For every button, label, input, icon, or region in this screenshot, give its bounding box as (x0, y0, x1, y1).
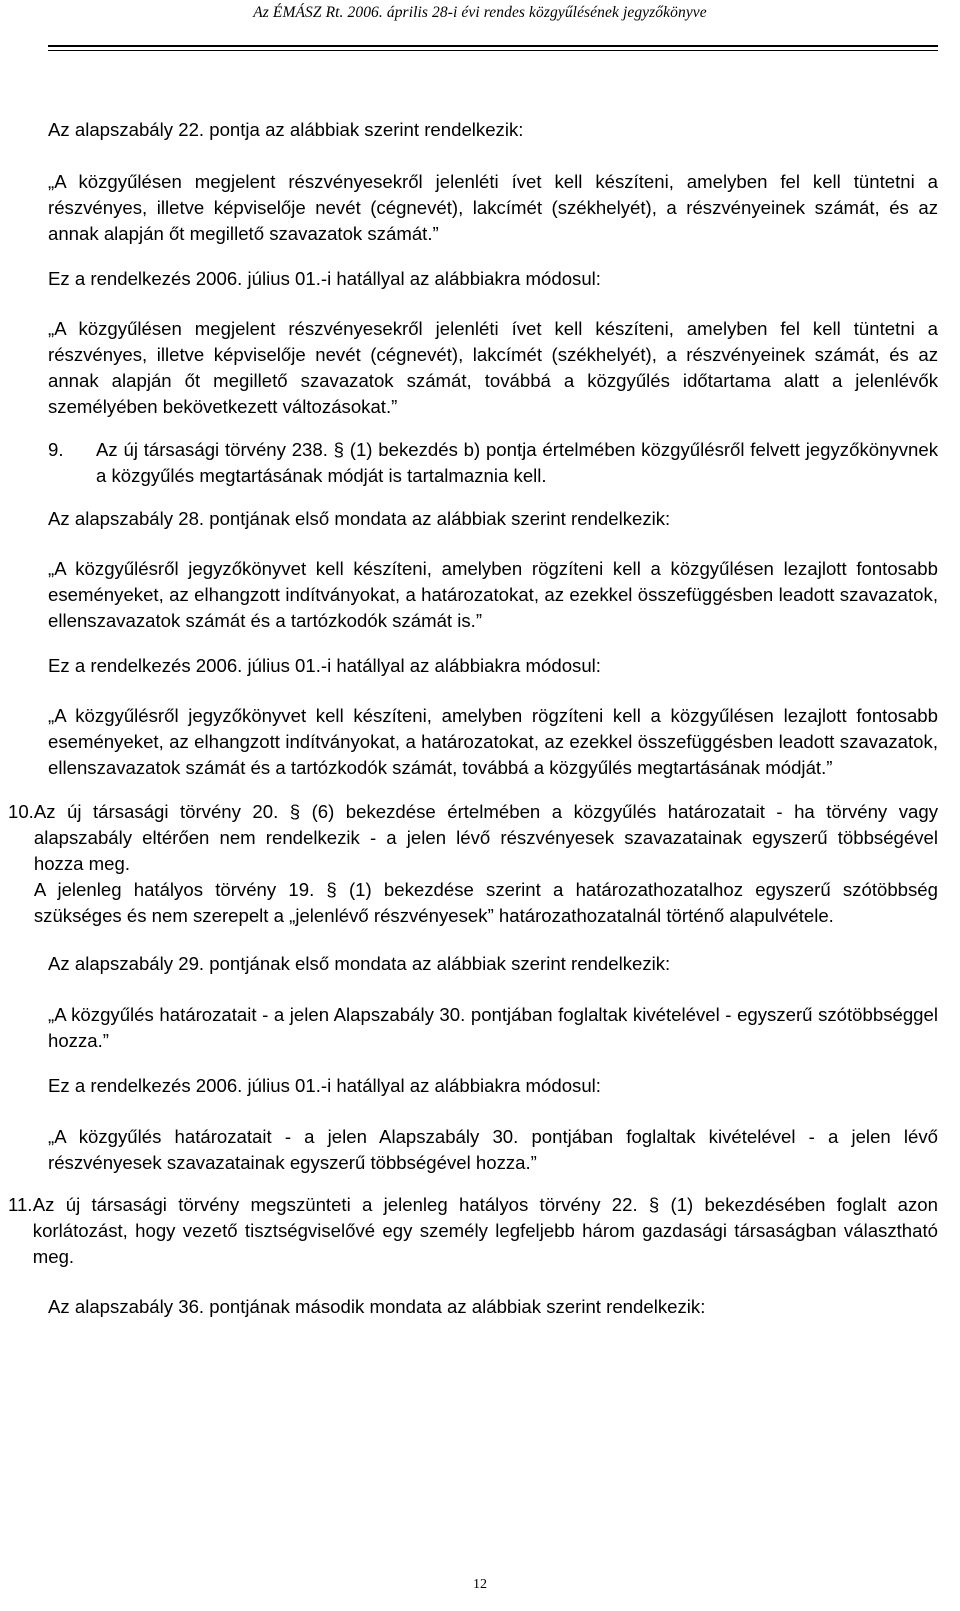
paragraph-alapszabaly-22: Az alapszabály 22. pontja az alábbiak szerint rendelkezik: (48, 119, 524, 140)
paragraph-amendment-3: Ez a rendelkezés 2006. július 01.-i hatállyal az alábbiakra módosul: (48, 1075, 601, 1096)
paragraph-alapszabaly-28: Az alapszabály 28. pontjának első mondata az alábbiak szerint rendelkezik: (48, 508, 671, 529)
quote-original-28: „A közgyűlésről jegyzőkönyvet kell készíteni, amelyben rögzíteni kell a közgyűlésen lezajlott fontosabb eseményeket, az elhangzott indítványokat, a határozatokat, az ezekkel összefüggésben leadott szavazatok, ellenszavazatok számát és a tartózkodók számát is.” (48, 558, 938, 631)
paragraph-amendment-1: Ez a rendelkezés 2006. július 01.-i hatállyal az alábbiakra módosul: (48, 268, 601, 289)
quote-amended-28: „A közgyűlésről jegyzőkönyvet kell készíteni, amelyben rögzíteni kell a közgyűlésen lezajlott fontosabb eseményeket, az elhangzott indítványokat, a határozatokat, az ezekkel összefüggésben leadott szavazatok, ellenszavazatok számát és a tartózkodók számát, továbbá a közgyűlés megtartásának módját.” (48, 705, 938, 778)
header-rule-thin (48, 50, 938, 51)
list-item-text-2: A jelenleg hatályos törvény 19. § (1) bekezdése szerint a határozathozatalhoz egyszerű szótöbbség szükséges és nem szerepelt a „jelenlévő részvényesek” határozathozatalnál történő alapulvétele. (33, 879, 938, 926)
quote-amended-22: „A közgyűlésen megjelent részvényesekről jelenléti ívet kell készíteni, amelyben fel kell tüntetni a részvényes, illetve képviselője nevét (cégnevét), lakcímét (székhelyét), a részvényeinek számát, és az annak alapján őt megillető szavazatok számát, továbbá a közgyűlés időtartama alatt a jelenlévők személyében bekövetkezett változásokat.” (48, 318, 938, 417)
document-header: Az ÉMÁSZ Rt. 2006. április 28-i évi rendes közgyűlésének jegyzőkönyve (253, 4, 707, 21)
list-item-number: 10. (8, 801, 34, 822)
quote-original-22: „A közgyűlésen megjelent részvényesekről jelenléti ívet kell készíteni, amelyben fel kell tüntetni a részvényes, illetve képviselője nevét (cégnevét), lakcímét (székhelyét), a részvényeinek számát, és az annak alapján őt megillető szavazatok számát.” (48, 171, 938, 244)
list-item-9 (48, 437, 938, 489)
page-number: 12 (473, 1577, 487, 1592)
list-item-number: 11. (8, 1194, 33, 1215)
list-item-number: 9. (48, 439, 64, 460)
quote-original-29: „A közgyűlés határozatait - a jelen Alapszabály 30. pontjában foglaltak kivételével - egyszerű szótöbbséggel hozza.” (48, 1004, 938, 1051)
list-item-text: Az új társasági törvény 20. § (6) bekezdése értelmében a közgyűlés határozatait - ha törvény vagy alapszabály eltérően nem rendelkezik - a jelen lévő részvényesek szavazatainak egyszerű többségével hozza meg. (33, 801, 938, 874)
paragraph-alapszabaly-29: Az alapszabály 29. pontjának első mondata az alábbiak szerint rendelkezik: (48, 953, 671, 974)
quote-amended-29: „A közgyűlés határozatait - a jelen Alapszabály 30. pontjában foglaltak kivételével - a jelen lévő részvényesek szavazatainak egyszerű többségével hozza.” (48, 1126, 938, 1173)
paragraph-amendment-2: Ez a rendelkezés 2006. július 01.-i hatállyal az alábbiakra módosul: (48, 655, 601, 676)
header-rule-thick (48, 45, 938, 47)
document-body (8, 117, 938, 1320)
list-item-10 (8, 799, 938, 929)
list-item-text: Az új társasági törvény megszünteti a jelenleg hatályos törvény 22. § (1) bekezdésében foglalt azon korlátozást, hogy vezető tisztségviselővé egy személy legfeljebb három gazdasági társaságban választható meg. (32, 1194, 938, 1267)
list-item-11 (8, 1192, 938, 1270)
list-item-text: Az új társasági törvény 238. § (1) bekezdés b) pontja értelmében közgyűlésről felvett jegyzőkönyvnek a közgyűlés megtartásának módját is tartalmaznia kell. (96, 439, 938, 486)
paragraph-alapszabaly-36: Az alapszabály 36. pontjának második mondata az alábbiak szerint rendelkezik: (48, 1296, 706, 1317)
